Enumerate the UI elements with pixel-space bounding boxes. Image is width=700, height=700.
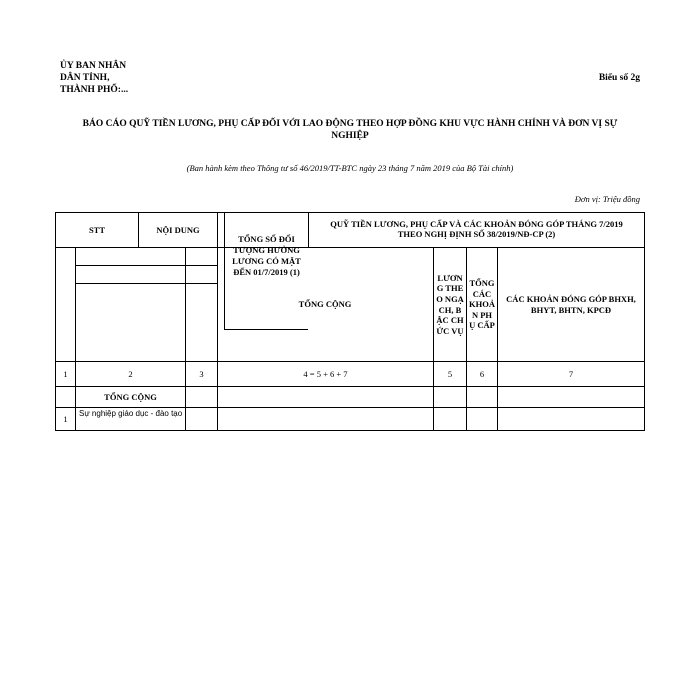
header-stt: STT xyxy=(88,224,106,235)
table-rule xyxy=(644,212,645,430)
header-total: TỔNG CỘNG xyxy=(298,298,352,309)
table-rule xyxy=(75,283,185,284)
table-rule xyxy=(185,247,186,430)
index-cell: 6 xyxy=(479,368,485,379)
total-row-label: TỔNG CỘNG xyxy=(104,391,157,402)
table-rule xyxy=(185,265,217,266)
report-title-line: BÁO CÁO QUỸ TIỀN LƯƠNG, PHỤ CẤP ĐỐI VỚI LAO ĐỘNG THEO HỢP ĐỒNG KHU VỰC HÀNH CHÍNH VÀ ĐƠN VỊ SỰ xyxy=(82,119,618,129)
index-cell: 7 xyxy=(568,368,574,379)
header-fund-group-line: QUỸ TIỀN LƯƠNG, PHỤ CẤP VÀ CÁC KHOẢN ĐÓNG GÓP THÁNG 7/2019 xyxy=(330,219,623,229)
header-allowance: TỔNG CÁC KHOẢN PHỤ CẤP xyxy=(469,278,495,331)
index-cell: 5 xyxy=(447,368,453,379)
report-title xyxy=(60,118,640,142)
report-title-line: NGHIỆP xyxy=(331,131,369,141)
header-salary: LƯƠNG THEO NGẠCH, BẬC CHỨC VỤ xyxy=(436,272,464,336)
table-rule xyxy=(55,407,645,408)
header-fund-group-line: THEO NGHỊ ĐỊNH SỐ 38/2019/NĐ-CP (2) xyxy=(397,229,556,239)
table-rule xyxy=(224,329,308,330)
issuer-line: THÀNH PHỐ:... xyxy=(60,85,129,95)
header-total-people: TỔNG SỐ ĐỐI TƯỢNG HƯỞNG LƯƠNG CÓ MẶT ĐẾN 01/7/2019 (1) xyxy=(232,234,301,277)
issuer-line: ỦY BAN NHÂN xyxy=(60,61,127,71)
index-cell: 3 xyxy=(199,368,204,379)
header-content: NỘI DUNG xyxy=(156,224,200,235)
header-fund-group xyxy=(309,211,644,247)
table-rule xyxy=(75,265,185,266)
index-cell: 1 xyxy=(63,368,68,379)
table-rule xyxy=(185,283,217,284)
issuer-block xyxy=(60,60,128,96)
issuer-line: DÂN TỈNH, xyxy=(60,73,110,83)
index-cell: 4 = 5 + 6 + 7 xyxy=(303,368,348,379)
row-stt: 1 xyxy=(63,413,68,424)
table-rule xyxy=(433,247,434,430)
table-rule xyxy=(55,430,645,431)
index-cell: 2 xyxy=(128,368,133,379)
table-rule xyxy=(217,212,218,430)
header-contributions: CÁC KHOẢN ĐÓNG GÓP BHXH, BHYT, BHTN, KPCĐ xyxy=(506,293,636,315)
table-rule xyxy=(466,247,467,430)
unit-label: Đơn vị: Triệu đồng xyxy=(574,194,640,204)
form-number: Biểu số 2g xyxy=(598,73,640,83)
table-rule xyxy=(224,212,225,329)
report-subtitle: (Ban hành kèm theo Thông tư số 46/2019/TT-BTC ngày 23 tháng 7 năm 2019 của Bộ Tài chính) xyxy=(186,163,514,173)
row-content: Sự nghiệp giáo dục - đào tạo xyxy=(79,409,183,418)
